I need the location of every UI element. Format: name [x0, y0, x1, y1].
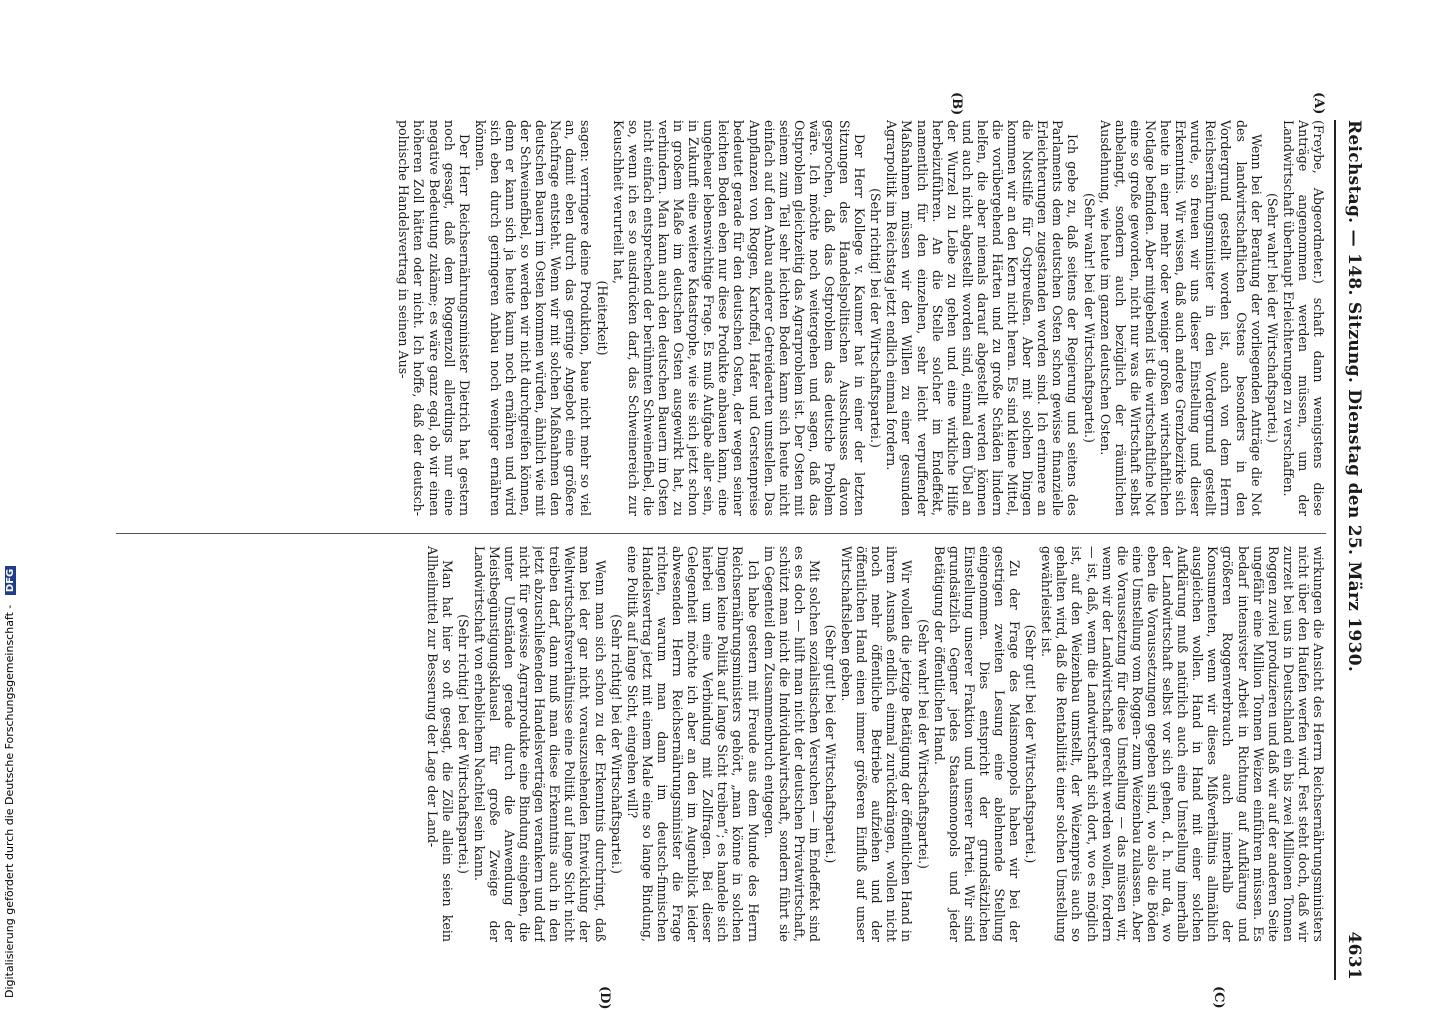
- interjection: (Sehr richtig! bei der Wirtschaftspartei.): [608, 614, 624, 874]
- interjection: (Sehr gut! bei der Wirtschaftspartei.): [1023, 624, 1039, 864]
- paragraph: Zu der Frage des Maismonopols haben wir bei der gestrigen zweiten Lesung eine ablehnende Stellung eingenommen. Dies entspricht der grundsätzlichen Einstellung unserer Fraktion und unserer Partei. Wir sind grundsätzlich Gegner jedes Staatsmonopols und jeder Betätigung der öffentlichen Hand.: [931, 546, 1023, 942]
- side-caption-text: Digitalisierung gefördert durch die Deutsche Forschungsgemeinschaft -: [3, 604, 16, 998]
- paragraph: Man hat hier so oft gesagt, die Zölle allein seien kein Allheilmittel zur Besserung der Lage der Land-: [424, 546, 455, 942]
- page-number: 4631: [1344, 931, 1364, 980]
- paragraph: sagen: verringere deine Produktion, baue nicht mehr so viel an, damit eben durch das geringe Angebot eine größere Nachfrage entsteht. Wenn wir mit solchen Maßnahmen den deutschen Bauern im Osten kommen würden, ähnlich wie mit der Schweinefibel, so werden wir nicht durchgreifen können, denn er kann sich ja heute kaum noch ernähren und wird sich eben durch geringeren Anbau noch weniger ernähren können.: [472, 120, 594, 516]
- margin-marker-a: (A): [1311, 92, 1326, 115]
- paragraph: wirkungen die Ansicht des Herrn Reichsernährungsministers nicht über den Haufen werfen wird. Fest steht doch, daß wir zurzeit bei uns in Deutschland ein bis zwei Millionen Tonnen Roggen zuviel produzieren und daß wir auf der anderen Seite ungefähr eine Million Tonnen Weizen einführen müssen. Es bedarf intensivster Arbeit in Richtung auf Aufklärung und größeren Roggenverbrauch auch innerhalb der Konsumenten, wenn wir dieses Mißverhältnis allmählich ausgleichen wollen. Hand in Hand mit einer solchen Aufklärung muß natürlich auch eine Umstellung innerhalb der Landwirtschaft selbst vor sich gehen, d. h. nur da, wo eben die Voraussetzungen gegeben sind, wo also die Böden eine Umstellung vom Roggen- zum Weizenbau zulassen. Aber die Voraussetzung für diese Umstellung — das müssen wir, wenn wir der Landwirtschaft gerecht werden wollen, fordern — ist, daß, wenn die Landwirtschaft sich dort, wo es möglich ist, auf den Weizenbau umstellt, der Weizenpreis auch so gehalten wird, daß die Rentabilität einer solchen Umstellung gewährleistet ist.: [1039, 546, 1326, 942]
- paragraph: Der Herr Reichsernährungsminister Dietrich hat gestern noch gesagt, daß dem Roggenzoll allerdings nur eine negative Bedeutung zukäme; es wäre ganz egal, ob wir einen höheren Zoll hätten oder nicht. Ich hoffe, daß der deutsch-polnische Handelsvertrag in seinen Aus-: [396, 120, 472, 516]
- interjection: (Sehr richtig! bei der Wirtschaftspartei.): [868, 188, 884, 448]
- paragraph: Ich gebe zu, daß seitens der Regierung und seitens des Parlaments dem deutschen Osten schon gewisse finanzielle Erleichterungen zugestanden worden sind. Ich erinnere an die Notstilfe für Ostpreußen. Aber mit solchen Dingen kommen wir an den Kern nicht heran. Es sind kleine Mittel, die vorübergehend Härten und zu große Schäden lindern helfen, die aber niemals darauf abgestellt werden können und auch nicht abgestellt worden sind, einmal dem Übel an der Wurzel zu Leibe zu gehen und eine wirkliche Hilfe herbeizuführen. An die Stelle solcher im Endeffekt, namentlich für den einzelnen, sehr leicht verpuffender Maßnahmen müssen wir den Willen zu einer gesunden Agrarpolitik im Reichstag jetzt endlich einmal fordern.: [884, 120, 1081, 516]
- paragraph: Ich habe gestern mit Freude aus dem Munde des Herrn Reichsernährungsministers gehört, „man könne in solchen Dingen keine Politik auf lange Sicht treiben“; es handele sich hierbei um eine Verbindung mit Zollfragen. Bei dieser Gelegenheit möchte ich aber an den im Augenblick leider abwesenden Herrn Reichsernährungsminister die Frage richten, warum man dann im deutsch-finnischen Handelsvertrag jetzt mit einem Male eine so lange Bindung, eine Politik auf lange Sicht, eingehen will?: [624, 546, 761, 942]
- side-caption: [3, 566, 16, 998]
- column-separator: [116, 533, 1326, 534]
- paragraph: Der Herr Kollege v. Kaumer hat in einer der letzten Sitzungen des Handelspolitischen Ausschusses davon gesprochen, daß das Ostproblem das deutsche Problem wäre. Ich möchte noch weitergehen und sagen, daß das Ostproblem gleichzeitig das Agrarproblem ist. Der Osten mit seinem zum Teil sehr leichten Boden kann sich heute nicht einfach auf den Anbau anderer Getreidearten umstellen. Das Anpflanzen von Roggen, Kartoffel, Hafer und Gerstenpreise bedeutet gerade für den deutschen Osten, der wegen seiner leichten Boden eben nur diese Produkte anbauen kann, eine ungeheuer lebenswichtige Frage. Es muß Aufgabe aller sein, in Zukunft eine weitere Katastrophe, wie sie sich jetzt schon in großem Maße im deutschen Osten ausgewirkt hat, zu verhindern. Man kann auch den deutschen Bauern im Osten nicht einfach entsprechend der berühmten Schweinefibel, die so, wenn ich es so ausdrücken darf, das Schweinereich zur Keuschheit verurteilt hat,: [610, 120, 868, 516]
- right-column: [96, 546, 1326, 942]
- paragraph: Wenn bei der Beratung der vorliegenden Anträge die Not des landwirtschaftlichen Ostens besonders in den Vordergrund gestellt worden ist, auch von dem Herrn Reichsernährungsminister in den Vordergrund gestellt wurde, so freuen wir uns dieser Einstellung und dieser Erkenntnis. Wir wissen, daß auch andere Grenzbezirke sich heute in einer mehr oder weniger großen wirtschaftlichen Notlage befinden. Aber mitgebend ist die wirtschaftliche Not eine so große geworden, nicht nur was die Wirtschaft selbst anbelangt, sondern auch bezüglich der räumlichen Ausdehnung, wie heute im ganzen deutschen Osten.: [1097, 120, 1264, 516]
- left-column: [96, 120, 1326, 516]
- side-caption-strip: [0, 0, 22, 1000]
- margin-marker-d: (D): [597, 986, 612, 1010]
- page-header-title: Reichstag. — 148. Sitzung. Dienstag den 25. März 1930.: [1344, 120, 1364, 673]
- dfg-logo: DFG: [5, 566, 16, 595]
- interjection: (Sehr wahr! bei der Wirtschaftspartei.): [915, 619, 931, 869]
- margin-marker-c: (C): [1211, 986, 1226, 1009]
- interjection: (Sehr richtig! bei der Wirtschaftspartei.): [455, 614, 471, 874]
- paragraph: Wir wollen die jetzige Betätigung der öffentlichen Hand in ihrem Ausmaß endlich einmal zurückdrängen, wollen nicht noch mehr öffentliche Betriebe aufziehen und der öffentlichen Hand einen immer größeren Einfluß auf unser Wirtschaftsleben geben.: [839, 546, 915, 942]
- interjection: (Sehr wahr! bei der Wirtschaftspartei.): [1081, 193, 1097, 443]
- margin-marker-b: (B): [949, 92, 964, 116]
- paragraph: (Freybe, Abgeordneter.) schaft dann wenigstens diese Anträge angenommen werden müssen, um der Landwirtschaft überhaupt Erleichterungen zu verschaffen.: [1280, 120, 1326, 516]
- page-header: [1338, 120, 1364, 980]
- interjection: (Heiterkeit): [594, 280, 610, 356]
- paragraph: Wenn man sich schon zu der Erkenntnis durchringt, daß man bei der gar nicht vorauszusehenden Entwicklung der Weltwirtschaftsverhältnisse eine Politik auf lange Sicht nicht treiben darf, dann muß man diese Erkenntnis auch in den jetzt abzuschließenden Handelsverträgen verankern und darf nicht für gewisse Agrarprodukte eine Bindung eingehen, die unter Umständen gerade durch die Anwendung der Meistbegünstigungsklausel für große Zweige der Landwirtschaft von erheblichem Nachteil sein kann.: [471, 546, 608, 942]
- header-rule: [1334, 120, 1336, 980]
- interjection: (Sehr wahr! bei der Wirtschaftspartei.): [1264, 193, 1280, 443]
- interjection: (Sehr gut! bei der Wirtschaftspartei.): [823, 624, 838, 864]
- paragraph: Mit solchen sozialistischen Versuchen — im Endeffekt sind es es doch — hilft man nicht der deutschen Privatwirtschaft, schützt man nicht die Individualwirtschaft, sondern führt sie im Gegenteil dem Zusammenbruch entgegen.: [761, 546, 822, 942]
